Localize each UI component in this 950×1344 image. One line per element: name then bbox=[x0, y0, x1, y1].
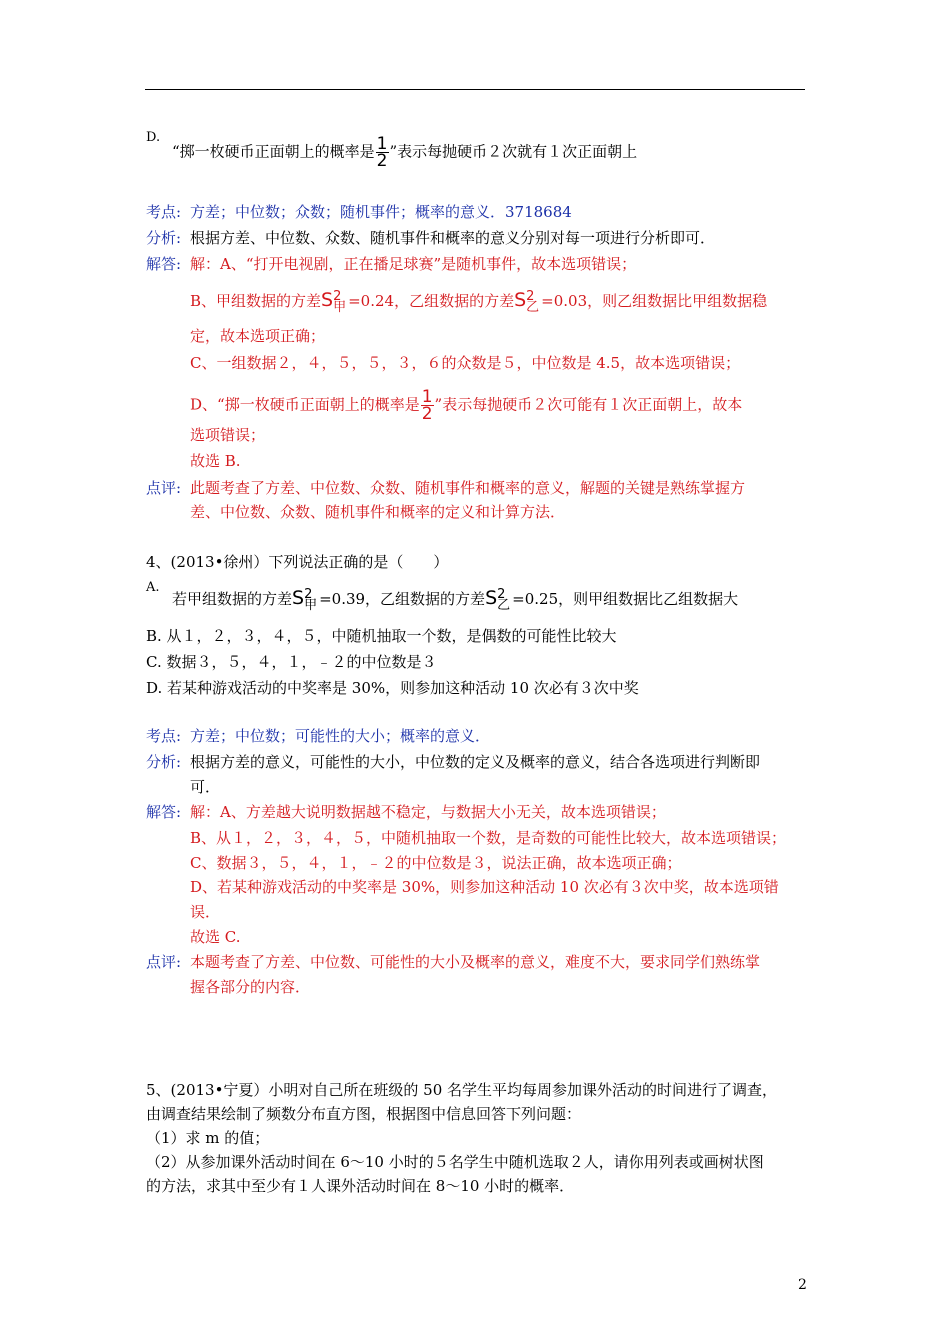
superscript-2: 2 bbox=[304, 587, 313, 602]
variance-s: S bbox=[485, 587, 498, 609]
q3-option-d-text-pre: “掷一枚硬币正面朝上的概率是 bbox=[172, 142, 375, 161]
jieda-a: 解：A、“打开电视剧，正在播足球赛”是随机事件，故本选项错误； bbox=[190, 255, 637, 273]
q5-line3: （1）求 m 的值； bbox=[146, 1129, 270, 1147]
jieda-a: 解：A、方差越大说明数据越不稳定，与数据大小无关，故本选项错误； bbox=[190, 803, 666, 821]
q4-dianping-line2: 握各部分的内容． bbox=[190, 978, 311, 996]
q3-dianping bbox=[146, 478, 745, 498]
q4-jieda-c: C、数据３，５，４，１，﹣２的中位数是３，说法正确，故本选项正确； bbox=[190, 854, 682, 872]
subscript-yi: 乙 bbox=[526, 300, 540, 315]
q4-option-a-post: =0.25，则甲组数据比乙组数据大 bbox=[512, 590, 739, 608]
kaodian-label: 考点: bbox=[146, 203, 182, 221]
fraction-numerator: 1 bbox=[421, 387, 433, 407]
jieda-label: 解答: bbox=[146, 255, 182, 273]
q4-option-a bbox=[172, 588, 738, 611]
fraction-one-half bbox=[376, 136, 389, 169]
q3-dianping-line2: 差、中位数、众数、随机事件和概率的定义和计算方法． bbox=[190, 503, 566, 521]
q4-jieda-d-line2: 误． bbox=[190, 903, 221, 921]
dianping-line1: 本题考查了方差、中位数、可能性的大小及概率的意义，难度不大，要求同学们熟练掌 bbox=[190, 953, 761, 971]
fenxi-text: 根据方差、中位数、众数、随机事件和概率的意义分别对每一项进行分析即可． bbox=[190, 229, 716, 247]
variance-s: S bbox=[292, 587, 305, 609]
jieda-label: 解答: bbox=[146, 803, 182, 821]
q4-jieda-b: B、从１，２，３，４，５，中随机抽取一个数，是奇数的可能性比较大，故本选项错误； bbox=[190, 829, 787, 847]
jieda-d-pre: D、“掷一枚硬币正面朝上的概率是 bbox=[190, 395, 420, 414]
q3-jieda-b-line2: 定，故本选项正确； bbox=[190, 327, 326, 345]
q3-jieda-d-line2: 选项错误； bbox=[190, 426, 266, 444]
header-rule bbox=[145, 89, 805, 90]
kaodian-text: 方差；中位数；可能性的大小；概率的意义． bbox=[190, 727, 491, 745]
q4-option-d: D. 若某种游戏活动的中奖率是 30%，则参加这种活动 10 次必有３次中奖 bbox=[146, 679, 639, 697]
superscript-2: 2 bbox=[497, 587, 506, 602]
jieda-b-pre: B、甲组数据的方差 bbox=[190, 292, 322, 310]
subscript-jia: 甲 bbox=[304, 598, 318, 613]
q4-fenxi bbox=[146, 752, 760, 772]
q4-option-a-label: A. bbox=[146, 580, 160, 595]
variance-scripts-yi bbox=[497, 589, 510, 611]
fenxi-label: 分析: bbox=[146, 753, 182, 771]
q3-fenxi bbox=[146, 228, 715, 248]
kaodian-label: 考点: bbox=[146, 727, 182, 745]
jieda-b-post: =0.03，则乙组数据比甲组数据稳 bbox=[541, 292, 768, 310]
fenxi-line1: 根据方差的意义，可能性的大小，中位数的定义及概率的意义，结合各选项进行判断即 bbox=[190, 753, 761, 771]
q3-jieda-final: 故选 B. bbox=[190, 452, 241, 470]
dianping-line1: 此题考查了方差、中位数、众数、随机事件和概率的意义，解题的关键是熟练掌握方 bbox=[190, 479, 746, 497]
variance-scripts-jia bbox=[304, 589, 317, 611]
q3-kaodian bbox=[146, 202, 572, 222]
q3-option-d-label: D. bbox=[146, 130, 161, 145]
jieda-b-mid: =0.24，乙组数据的方差 bbox=[348, 292, 515, 310]
q4-jieda bbox=[146, 802, 666, 822]
q3-jieda bbox=[146, 254, 636, 274]
q5-line1: 5、(2013•宁夏）小明对自己所在班级的 50 名学生平均每周参加课外活动的时间进行了调查， bbox=[146, 1081, 778, 1099]
q5-line2: 由调查结果绘制了频数分布直方图，根据图中信息回答下列问题： bbox=[146, 1105, 582, 1123]
q4-kaodian bbox=[146, 726, 490, 746]
superscript-2: 2 bbox=[526, 289, 535, 304]
q5-line4: （2）从参加课外活动时间在 6～10 小时的５名学生中随机选取２人，请你用列表或画树状图 bbox=[146, 1153, 764, 1171]
q4-dianping bbox=[146, 952, 760, 972]
variance-scripts-yi bbox=[526, 291, 539, 313]
subscript-jia: 甲 bbox=[333, 300, 347, 315]
dianping-label: 点评: bbox=[146, 953, 182, 971]
q4-option-b: B. 从１，２，３，４，５，中随机抽取一个数，是偶数的可能性比较大 bbox=[146, 627, 617, 645]
subscript-yi: 乙 bbox=[497, 598, 511, 613]
variance-scripts-jia bbox=[333, 291, 346, 313]
fenxi-label: 分析: bbox=[146, 229, 182, 247]
q4-option-c: C. 数据３，５，４，１，﹣２的中位数是３ bbox=[146, 653, 437, 671]
q3-jieda-d bbox=[190, 389, 742, 422]
q3-option-d-text-post: ”表示每抛硬币２次就有１次正面朝上 bbox=[389, 142, 638, 161]
q4-stem: 4、(2013•徐州）下列说法正确的是（ ） bbox=[146, 553, 449, 571]
kaodian-text: 方差；中位数；众数；随机事件；概率的意义．3718684 bbox=[190, 203, 572, 221]
superscript-2: 2 bbox=[333, 289, 342, 304]
q5-line5: 的方法，求其中至少有１人课外活动时间在 8～10 小时的概率． bbox=[146, 1177, 575, 1195]
q3-jieda-b bbox=[190, 290, 767, 313]
q4-option-a-pre: 若甲组数据的方差 bbox=[172, 590, 293, 608]
fraction-numerator: 1 bbox=[376, 134, 388, 154]
q4-jieda-final: 故选 C. bbox=[190, 928, 241, 946]
jieda-d-post: ”表示每抛硬币２次可能有１次正面朝上，故本 bbox=[434, 395, 743, 414]
fraction-denominator: 2 bbox=[376, 151, 388, 171]
q4-jieda-d: D、若某种游戏活动的中奖率是 30%，则参加这种活动 10 次必有３次中奖，故本选项错 bbox=[190, 878, 779, 896]
q4-fenxi-line2: 可． bbox=[190, 778, 221, 796]
fraction-one-half bbox=[421, 389, 434, 422]
fraction-denominator: 2 bbox=[421, 404, 433, 424]
q3-option-d bbox=[172, 136, 637, 169]
q4-option-a-mid: =0.39，乙组数据的方差 bbox=[319, 590, 486, 608]
q3-jieda-c: C、一组数据２，４，５，５，３，６的众数是５，中位数是 4.5，故本选项错误； bbox=[190, 354, 741, 372]
page-number: 2 bbox=[798, 1277, 807, 1293]
variance-s: S bbox=[321, 289, 334, 311]
variance-s: S bbox=[514, 289, 527, 311]
dianping-label: 点评: bbox=[146, 479, 182, 497]
